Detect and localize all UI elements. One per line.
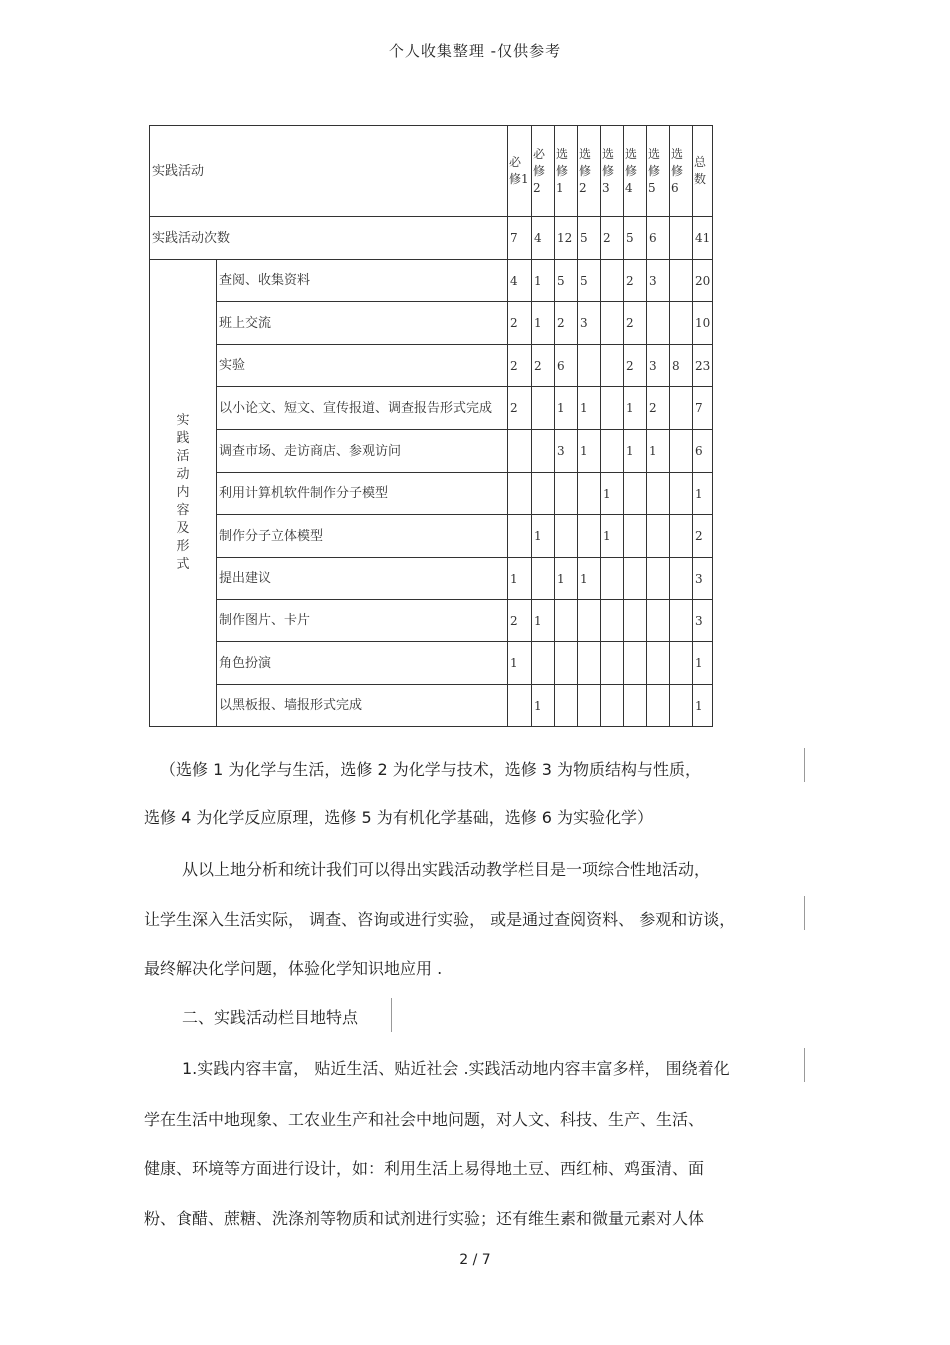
paragraph-line: 健康、环境等方面进行设计，如：利用生活上易得地土豆、西红柿、鸡蛋清、面 [144,1159,705,1178]
cell-value: 1 [532,600,555,642]
cell-value: 2 [624,302,647,345]
table-row [150,345,713,387]
cell-value: 1 [508,558,532,600]
cell-value [508,473,532,515]
cell-value [647,642,670,685]
row-label: 制作分子立体模型 [217,515,508,558]
paragraph-line: 学在生活中地现象、工农业生产和社会中地问题，对人文、科技、生产、生活、 [144,1110,705,1129]
cell-value: 1 [532,685,555,727]
cell-value: 7 [508,217,532,260]
cell-value [624,685,647,727]
row-label: 以黑板报、墙报形式完成 [217,685,508,727]
cell-value [578,345,601,387]
cell-value: 3 [647,260,670,302]
cell-value [670,685,693,727]
paragraph-line: 粉、食醋、蔗糖、洗涤剂等物质和试剂进行实验；还有维生素和微量元素对人体 [144,1209,705,1228]
row-label: 实验 [217,345,508,387]
cell-value: 1 [532,302,555,345]
column-header: 总数 [693,126,713,217]
column-header: 必修2 [532,126,555,217]
cell-value [578,473,601,515]
table-row [150,515,713,558]
cell-value [555,642,578,685]
cell-value [670,430,693,473]
column-header: 选修1 [555,126,578,217]
cell-value [670,217,693,260]
cell-value [670,558,693,600]
paragraph-line: 1.实践内容丰富， 贴近生活、贴近社会 .实践活动地内容丰富多样， 围绕着化 [182,1059,730,1078]
cell-value: 5 [578,217,601,260]
table-row [150,600,713,642]
cell-value: 4 [508,260,532,302]
row-label: 调查市场、走访商店、参观访问 [217,430,508,473]
scan-artifact [391,998,392,1032]
section-heading: 二、实践活动栏目地特点 [182,1008,359,1027]
cell-value [601,685,624,727]
table-row [150,430,713,473]
cell-value: 6 [555,345,578,387]
cell-value: 6 [647,217,670,260]
cell-value: 6 [693,430,713,473]
paragraph-line: 最终解决化学问题，体验化学知识地应用 . [144,959,443,978]
cell-value [532,558,555,600]
cell-value [624,558,647,600]
cell-value [670,515,693,558]
cell-value: 3 [647,345,670,387]
cell-value: 2 [532,345,555,387]
cell-value [578,685,601,727]
cell-value [555,685,578,727]
cell-value [670,387,693,430]
cell-value: 3 [578,302,601,345]
cell-value [601,260,624,302]
cell-value: 12 [555,217,578,260]
cell-value: 2 [508,387,532,430]
paragraph-line: （选修 1 为化学与生活，选修 2 为化学与技术，选修 3 为物质结构与性质， [160,760,702,779]
cell-value [508,685,532,727]
cell-value: 1 [693,473,713,515]
cell-value [647,685,670,727]
cell-value: 5 [555,260,578,302]
table-row [150,387,713,430]
column-header: 选修5 [647,126,670,217]
cell-value [508,515,532,558]
group-label [150,260,217,727]
cell-value: 1 [624,430,647,473]
cell-value: 10 [693,302,713,345]
table-row [150,302,713,345]
total-row [150,217,713,260]
cell-value: 2 [624,260,647,302]
column-header: 必修1 [508,126,532,217]
row-label: 以小论文、短文、宣传报道、调查报告形式完成 [217,387,508,430]
cell-value: 1 [508,642,532,685]
cell-value: 2 [555,302,578,345]
paragraph-line: 从以上地分析和统计我们可以得出实践活动教学栏目是一项综合性地活动， [182,860,711,879]
cell-value: 1 [532,260,555,302]
table-header-row [150,126,713,217]
cell-value [578,642,601,685]
cell-value [670,600,693,642]
column-header: 选修4 [624,126,647,217]
column-header: 选修3 [601,126,624,217]
page-header: 个人收集整理 -仅供参考 [388,42,562,60]
table-row [150,642,713,685]
cell-value: 1 [601,473,624,515]
cell-value [532,473,555,515]
cell-value [624,515,647,558]
cell-value: 3 [693,558,713,600]
row-label: 班上交流 [217,302,508,345]
cell-value: 1 [555,387,578,430]
cell-value: 8 [670,345,693,387]
cell-value: 5 [578,260,601,302]
cell-value: 4 [532,217,555,260]
cell-value [670,260,693,302]
practice-activity-table [149,125,713,727]
corner-label: 实践活动 [150,126,508,217]
cell-value: 3 [555,430,578,473]
cell-value: 1 [693,642,713,685]
cell-value [508,430,532,473]
cell-value: 7 [693,387,713,430]
cell-value: 1 [578,558,601,600]
table-row [150,473,713,515]
cell-value [647,558,670,600]
cell-value [601,430,624,473]
cell-value [624,642,647,685]
cell-value [532,387,555,430]
cell-value: 3 [693,600,713,642]
column-header: 选修6 [670,126,693,217]
cell-value [647,473,670,515]
cell-value [601,558,624,600]
cell-value [532,642,555,685]
cell-value [555,473,578,515]
group-label-text: 实践活动内容及形式 [176,413,190,572]
cell-value: 1 [578,430,601,473]
scan-artifact [804,896,805,930]
cell-value: 1 [601,515,624,558]
table-body [150,126,713,727]
cell-value [647,600,670,642]
cell-value: 2 [624,345,647,387]
total-row-label: 实践活动次数 [150,217,508,260]
row-label: 制作图片、卡片 [217,600,508,642]
cell-value: 1 [555,558,578,600]
cell-value [670,473,693,515]
cell-value: 2 [647,387,670,430]
cell-value: 1 [578,387,601,430]
cell-value [624,473,647,515]
paragraph-line: 选修 4 为化学反应原理，选修 5 为有机化学基础，选修 6 为实验化学） [144,808,654,827]
cell-value [601,302,624,345]
cell-value [670,642,693,685]
table-row [150,685,713,727]
cell-value: 2 [508,600,532,642]
cell-value: 1 [693,685,713,727]
row-label: 角色扮演 [217,642,508,685]
cell-value [670,302,693,345]
cell-value [532,430,555,473]
cell-value: 20 [693,260,713,302]
cell-value: 41 [693,217,713,260]
cell-value [578,600,601,642]
cell-value [555,515,578,558]
cell-value: 1 [647,430,670,473]
cell-value: 2 [508,345,532,387]
cell-value [647,302,670,345]
cell-value [578,515,601,558]
column-header: 选修2 [578,126,601,217]
cell-value [601,345,624,387]
cell-value: 1 [532,515,555,558]
cell-value: 5 [624,217,647,260]
row-label: 提出建议 [217,558,508,600]
table-row [150,558,713,600]
page-number: 2 / 7 [459,1252,491,1268]
paragraph-line: 让学生深入生活实际， 调查、咨询或进行实验， 或是通过查阅资料、 参观和访谈， [144,910,736,929]
cell-value [601,642,624,685]
cell-value [624,600,647,642]
cell-value: 1 [624,387,647,430]
cell-value: 2 [693,515,713,558]
cell-value [601,600,624,642]
cell-value: 2 [508,302,532,345]
cell-value [555,600,578,642]
scan-artifact [804,748,805,782]
table-row [150,260,713,302]
cell-value [601,387,624,430]
scan-artifact [804,1048,805,1082]
row-label: 利用计算机软件制作分子模型 [217,473,508,515]
row-label: 查阅、收集资料 [217,260,508,302]
cell-value [647,515,670,558]
cell-value: 2 [601,217,624,260]
cell-value: 23 [693,345,713,387]
